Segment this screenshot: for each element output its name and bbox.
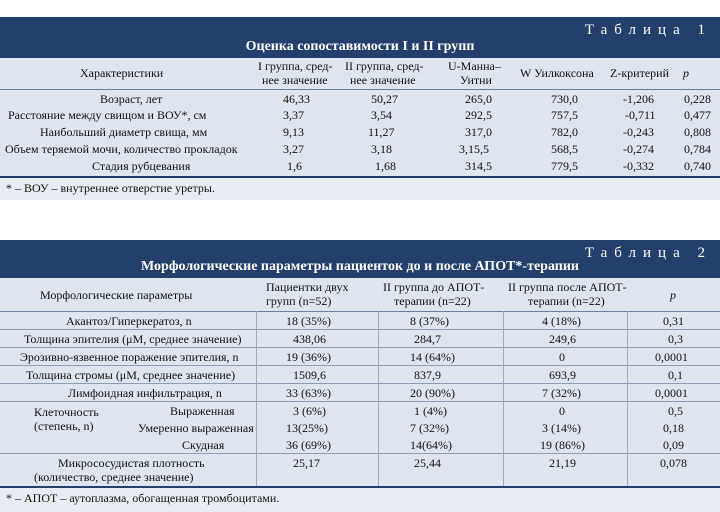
cellularity-label-line2: (степень, n)	[34, 419, 94, 433]
table-row: Умеренно выраженная 13(25%) 7 (32%) 3 (14%) 0,18	[138, 421, 684, 435]
col-p: p	[670, 288, 676, 302]
table-1-body	[0, 58, 720, 178]
table-row: Выраженная 3 (6%) 1 (4%) 0 0,5	[170, 404, 683, 418]
table-2-title: Морфологические параметры пациенток до и после АПОТ*-терапии	[141, 259, 579, 274]
column-divider	[256, 311, 257, 486]
table-row: Наибольший диаметр свища, мм 9,13 11,27 317,0 782,0 -0,243 0,808	[40, 125, 711, 139]
table-2-footnote: * – АПОТ – аутоплазма, обогащенная тромбоцитами.	[0, 488, 720, 512]
table-row: Расстояние между свищом и ВОУ*, см 3,37 3,54 292,5 757,5 -0,711 0,477	[8, 108, 711, 122]
table-row: Толщина стромы (μМ, среднее значение) 1509,6 837,9 693,9 0,1	[0, 366, 720, 384]
col-both: Пациентки двух	[266, 280, 349, 294]
table-1-header	[0, 17, 720, 58]
col-mann-line2: Уитни	[460, 73, 492, 87]
table-row: Возраст, лет 46,33 50,27 265,0 730,0 -1,206 0,228	[100, 92, 711, 106]
table-row: Стадия рубцевания 1,6 1,68 314,5 779,5 -0,332 0,740	[92, 159, 711, 173]
table-row: Эрозивно-язвенное поражение эпителия, n 19 (36%) 14 (64%) 0 0,0001	[0, 348, 720, 366]
col-before-line2: терапии (n=22)	[394, 294, 471, 308]
table-row: Акантоз/Гиперкератоз, n 18 (35%) 8 (37%) 4 (18%) 0,31	[0, 312, 720, 330]
col-mann: U-Манна–	[448, 59, 501, 73]
col-params: Морфологические параметры	[40, 288, 193, 302]
table-2-column-headers	[0, 278, 720, 312]
col-group1-line2: нее значение	[262, 73, 328, 87]
col-group2: II группа, сред-	[345, 59, 424, 73]
col-group1: I группа, сред-	[258, 59, 333, 73]
col-p: p	[683, 66, 689, 80]
col-group2-line2: нее значение	[350, 73, 416, 87]
table-1-footnote: * – ВОУ – внутреннее отверстие уретры.	[0, 178, 720, 200]
column-divider	[503, 311, 504, 486]
cellularity-label: Клеточность	[34, 405, 99, 419]
table-2	[0, 240, 720, 512]
table-2-tag: Таблица 2	[584, 245, 712, 261]
table-row: Толщина эпителия (μМ, среднее значение) 438,06 284,7 249,6 0,3	[0, 330, 720, 348]
col-both-line2: групп (n=52)	[266, 294, 332, 308]
cellularity-group	[0, 402, 720, 454]
table-2-header	[0, 240, 720, 278]
table-row: Микрососудистая плотность (количество, среднее значение) 25,17 25,44 21,19 0,078	[34, 456, 687, 484]
table-1-column-headers	[0, 58, 720, 90]
col-after: II группа после АПОТ-	[508, 280, 627, 294]
col-z: Z-критерий	[610, 66, 669, 80]
column-divider	[378, 311, 379, 486]
table-2-body	[0, 278, 720, 488]
table-row: Лимфоидная инфильтрация, n 33 (63%) 20 (90%) 7 (32%) 0,0001	[0, 384, 720, 402]
table-1	[0, 17, 720, 200]
col-after-line2: терапии (n=22)	[528, 294, 605, 308]
col-characteristics: Характеристики	[80, 66, 164, 80]
table-1-tag: Таблица 1	[584, 22, 712, 38]
column-divider	[627, 311, 628, 486]
col-before: II группа до АПОТ-	[383, 280, 485, 294]
table-row: Скудная 36 (69%) 14(64%) 19 (86%) 0,09	[182, 438, 684, 452]
table-1-title: Оценка сопоставимости I и II групп	[245, 39, 475, 54]
table-row: Объем теряемой мочи, количество прокладок 3,27 3,18 3,15,5 568,5 -0,274 0,784	[5, 142, 711, 156]
col-wilcoxon: W Уилкоксона	[520, 66, 594, 80]
